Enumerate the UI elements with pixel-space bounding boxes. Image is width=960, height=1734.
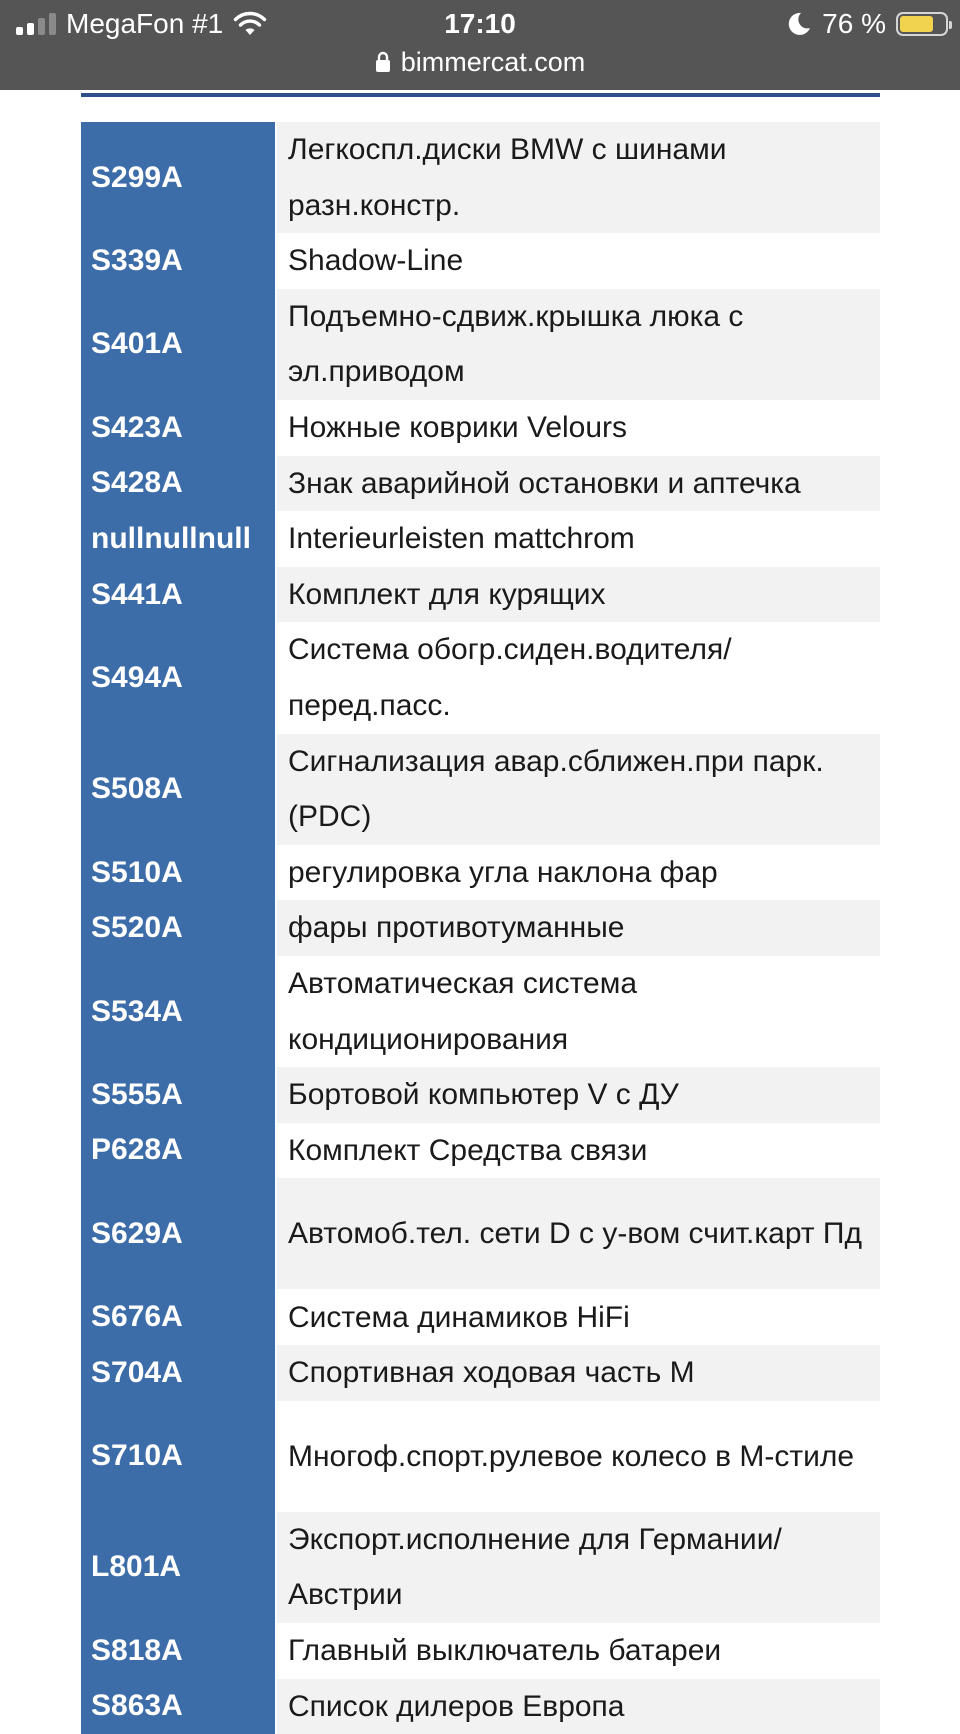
table-row	[81, 289, 880, 400]
table-row	[81, 1401, 880, 1512]
option-description: Система обогр.сиден.водителя/перед.пасс.	[276, 622, 880, 733]
option-description: Легкоспл.диски BMW с шинами разн.констр.	[276, 122, 880, 233]
carrier-group	[16, 6, 267, 42]
option-description: Автоматическая система кондиционирования	[276, 956, 880, 1067]
option-description: регулировка угла наклона фар	[276, 845, 880, 901]
options-table	[81, 122, 880, 1734]
url-text[interactable]: bimmercat.com	[400, 46, 586, 77]
lock-icon	[375, 51, 391, 73]
battery-level	[900, 16, 933, 32]
option-code: S510A	[81, 845, 276, 901]
signal-icon	[16, 13, 56, 35]
table-row	[81, 1178, 880, 1289]
option-description: Бортовой компьютер V с ДУ	[276, 1067, 880, 1123]
section-divider	[81, 93, 880, 97]
table-row	[81, 1123, 880, 1179]
table-row	[81, 1345, 880, 1401]
status-bar	[0, 0, 960, 90]
table-row	[81, 400, 880, 456]
option-code: S299A	[81, 122, 276, 233]
table-row	[81, 1067, 880, 1123]
table-row	[81, 1512, 880, 1623]
option-code: S423A	[81, 400, 276, 456]
option-description: Спортивная ходовая часть M	[276, 1345, 880, 1401]
option-code: S428A	[81, 456, 276, 512]
option-description: Автомоб.тел. сети D с у-вом счит.карт Пд	[276, 1178, 880, 1289]
option-code: S629A	[81, 1178, 276, 1289]
option-code: S704A	[81, 1345, 276, 1401]
moon-icon	[786, 11, 812, 37]
table-row	[81, 1289, 880, 1345]
option-description: Многоф.спорт.рулевое колесо в M-стиле	[276, 1401, 880, 1512]
table-row	[81, 122, 880, 233]
option-code: P628A	[81, 1123, 276, 1179]
option-description: Shadow-Line	[276, 233, 880, 289]
battery-icon	[896, 12, 948, 36]
option-code: S508A	[81, 734, 276, 845]
option-description: Комплект Средства связи	[276, 1123, 880, 1179]
option-description: Interieurleisten mattchrom	[276, 511, 880, 567]
options-table-body	[81, 122, 880, 1734]
table-row	[81, 567, 880, 623]
option-code: S534A	[81, 956, 276, 1067]
option-code: nullnullnull	[81, 511, 276, 567]
address-bar[interactable]	[0, 44, 960, 80]
carrier-name: MegaFon #1	[66, 8, 224, 39]
table-row	[81, 845, 880, 901]
option-description: Знак аварийной остановки и аптечка	[276, 456, 880, 512]
option-code: S863A	[81, 1679, 276, 1734]
table-row	[81, 233, 880, 289]
option-code: S339A	[81, 233, 276, 289]
clock-text: 17:10	[444, 8, 516, 39]
option-code: S555A	[81, 1067, 276, 1123]
option-description: Система динамиков HiFi	[276, 1289, 880, 1345]
right-status-group	[786, 6, 948, 42]
option-code: L801A	[81, 1512, 276, 1623]
wifi-icon	[233, 11, 267, 37]
table-row	[81, 1623, 880, 1679]
option-description: Экспорт.исполнение для Германии/Австрии	[276, 1512, 880, 1623]
table-row	[81, 956, 880, 1067]
table-row	[81, 1679, 880, 1734]
option-code: S494A	[81, 622, 276, 733]
battery-percent: 76 %	[822, 8, 886, 39]
option-description: фары противотуманные	[276, 900, 880, 956]
option-description: Ножные коврики Velours	[276, 400, 880, 456]
option-code: S520A	[81, 900, 276, 956]
table-row	[81, 734, 880, 845]
option-description: Комплект для курящих	[276, 567, 880, 623]
option-code: S441A	[81, 567, 276, 623]
option-description: Список дилеров Европа	[276, 1679, 880, 1734]
option-description: Сигнализация авар.сближен.при парк.(PDC)	[276, 734, 880, 845]
table-row	[81, 900, 880, 956]
option-code: S401A	[81, 289, 276, 400]
table-row	[81, 622, 880, 733]
option-description: Подъемно-сдвиж.крышка люка с эл.приводом	[276, 289, 880, 400]
option-code: S818A	[81, 1623, 276, 1679]
option-code: S710A	[81, 1401, 276, 1512]
table-row	[81, 456, 880, 512]
table-row	[81, 511, 880, 567]
option-description: Главный выключатель батареи	[276, 1623, 880, 1679]
option-code: S676A	[81, 1289, 276, 1345]
